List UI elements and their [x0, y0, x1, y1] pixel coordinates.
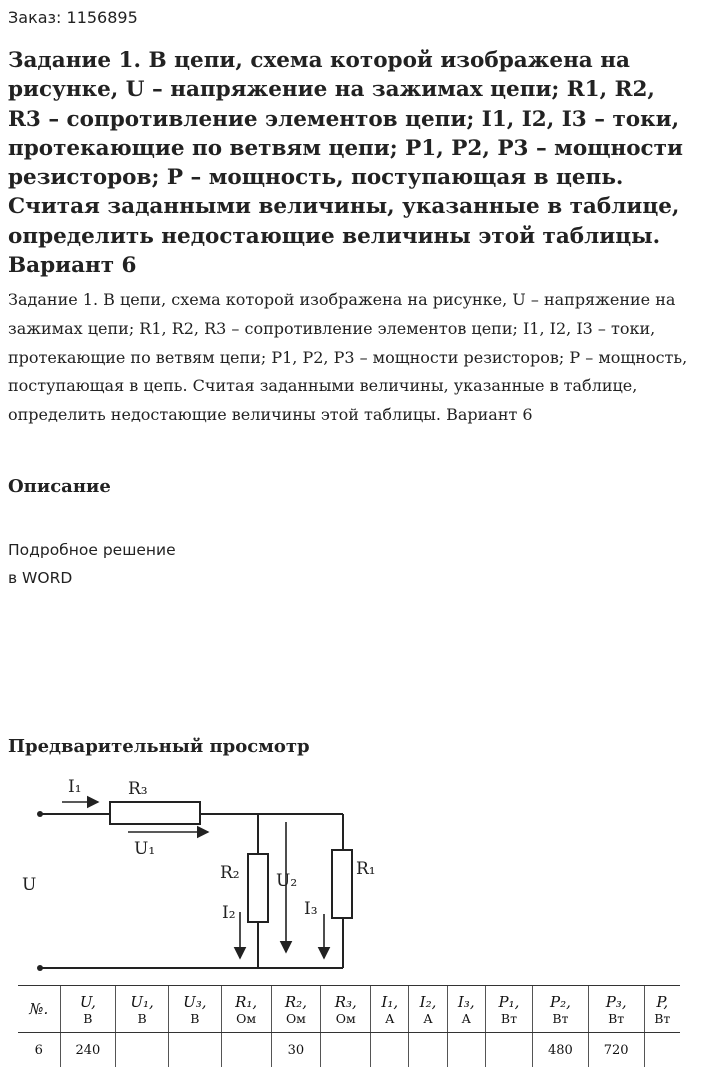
label-i3: I₃	[304, 899, 318, 919]
header-unit: В	[83, 1010, 93, 1026]
label-i1: I₁	[68, 777, 82, 797]
table-cell	[409, 1033, 447, 1068]
table-header-cell	[221, 986, 271, 1033]
label-i2: I₂	[222, 903, 236, 923]
header-unit: А	[385, 1010, 395, 1026]
table-header-row	[18, 986, 680, 1033]
header-unit: Ом	[335, 1010, 356, 1026]
table-header-cell	[485, 986, 532, 1033]
header-unit: Вт	[500, 1010, 518, 1026]
header-symbol: I₁,	[381, 992, 399, 1011]
table-cell	[321, 1033, 371, 1068]
header-symbol: U,	[79, 992, 96, 1011]
table-cell	[116, 1033, 169, 1068]
table-header-cell	[409, 986, 447, 1033]
table-header-cell	[18, 986, 60, 1033]
header-symbol: I₃,	[457, 992, 475, 1011]
table-cell: 480	[533, 1033, 589, 1068]
solution-note-line1: Подробное решение	[8, 541, 176, 559]
header-unit: В	[137, 1010, 147, 1026]
label-u: U	[22, 875, 37, 895]
table-cell	[485, 1033, 532, 1068]
header-unit: В	[190, 1010, 200, 1026]
table-header-cell	[116, 986, 169, 1033]
table-header-cell	[447, 986, 485, 1033]
table-header-cell	[271, 986, 321, 1033]
label-u2: U₂	[276, 871, 298, 891]
table-cell	[168, 1033, 221, 1068]
label-u1: U₁	[134, 839, 156, 859]
header-unit: А	[461, 1010, 471, 1026]
solution-note-line2: в WORD	[8, 569, 73, 587]
task-description: Задание 1. В цепи, схема которой изображена на рисунке, U – напряжение на зажимах цепи; R1, R2, R3 – сопротивление элементов цепи; I1, I2, I3 – токи, протекающие по ветвям цепи; P1, P2, P3 – мощности резисторов; P – мощность, поступающая в цепь. Считая заданными величины, указанные в таблице, определить недостающие величины этой таблицы. Вариант 6	[8, 290, 688, 425]
table-header-cell	[60, 986, 116, 1033]
table-header-cell	[644, 986, 680, 1033]
table-row	[18, 1033, 680, 1068]
header-symbol: P₂,	[549, 992, 571, 1011]
header-unit: Ом	[236, 1010, 257, 1026]
table-cell	[371, 1033, 409, 1068]
preview-heading: Предварительный просмотр	[8, 736, 310, 757]
table-cell	[447, 1033, 485, 1068]
header-symbol: U₁,	[130, 992, 154, 1011]
label-r2: R₂	[220, 863, 240, 883]
header-symbol: №.	[29, 1000, 49, 1018]
page-title: Задание 1. В цепи, схема которой изображена на рисунке, U – напряжение на зажимах цепи; R1, R2, R3 – сопротивление элементов цепи; I1, I2, I3 – токи, протекающие по ветвям цепи; P1, P2, P3 – мощности резисторов; P – мощность, поступающая в цепь. Считая заданными величины, указанные в таблице, определить недостающие величины этой таблицы. Вариант 6	[8, 48, 683, 279]
header-symbol: I₂,	[419, 992, 437, 1011]
table-header-cell	[588, 986, 644, 1033]
resistor-r1	[332, 850, 352, 918]
table-cell	[644, 1033, 680, 1068]
table-cell: 240	[60, 1033, 116, 1068]
label-r1: R₁	[356, 859, 376, 879]
table-cell: 6	[34, 1042, 43, 1058]
header-unit: Вт	[608, 1010, 625, 1026]
table-header-cell	[371, 986, 409, 1033]
header-symbol: R₁,	[235, 992, 258, 1011]
header-symbol: R₃,	[334, 992, 357, 1011]
header-symbol: P,	[656, 992, 669, 1011]
table-header-cell	[533, 986, 589, 1033]
label-r3: R₃	[128, 779, 148, 799]
header-unit: Вт	[552, 1010, 569, 1026]
table-cell: 30	[271, 1033, 321, 1068]
table-header-cell	[168, 986, 221, 1033]
order-number: Заказ: 1156895	[8, 8, 138, 27]
header-symbol: P₁,	[498, 992, 520, 1011]
header-unit: Ом	[285, 1010, 306, 1026]
header-unit: Вт	[654, 1010, 671, 1026]
header-symbol: R₂,	[284, 992, 307, 1011]
header-symbol: U₃,	[183, 992, 207, 1011]
description-heading: Описание	[8, 476, 111, 497]
table-header-cell	[321, 986, 371, 1033]
resistor-r2	[248, 854, 268, 922]
variant-table	[18, 985, 680, 1067]
table-cell	[221, 1033, 271, 1068]
header-unit: А	[423, 1010, 433, 1026]
header-symbol: P₃,	[605, 992, 627, 1011]
circuit-diagram	[10, 762, 680, 982]
table-cell: 720	[588, 1033, 644, 1068]
resistor-r3	[110, 802, 200, 824]
